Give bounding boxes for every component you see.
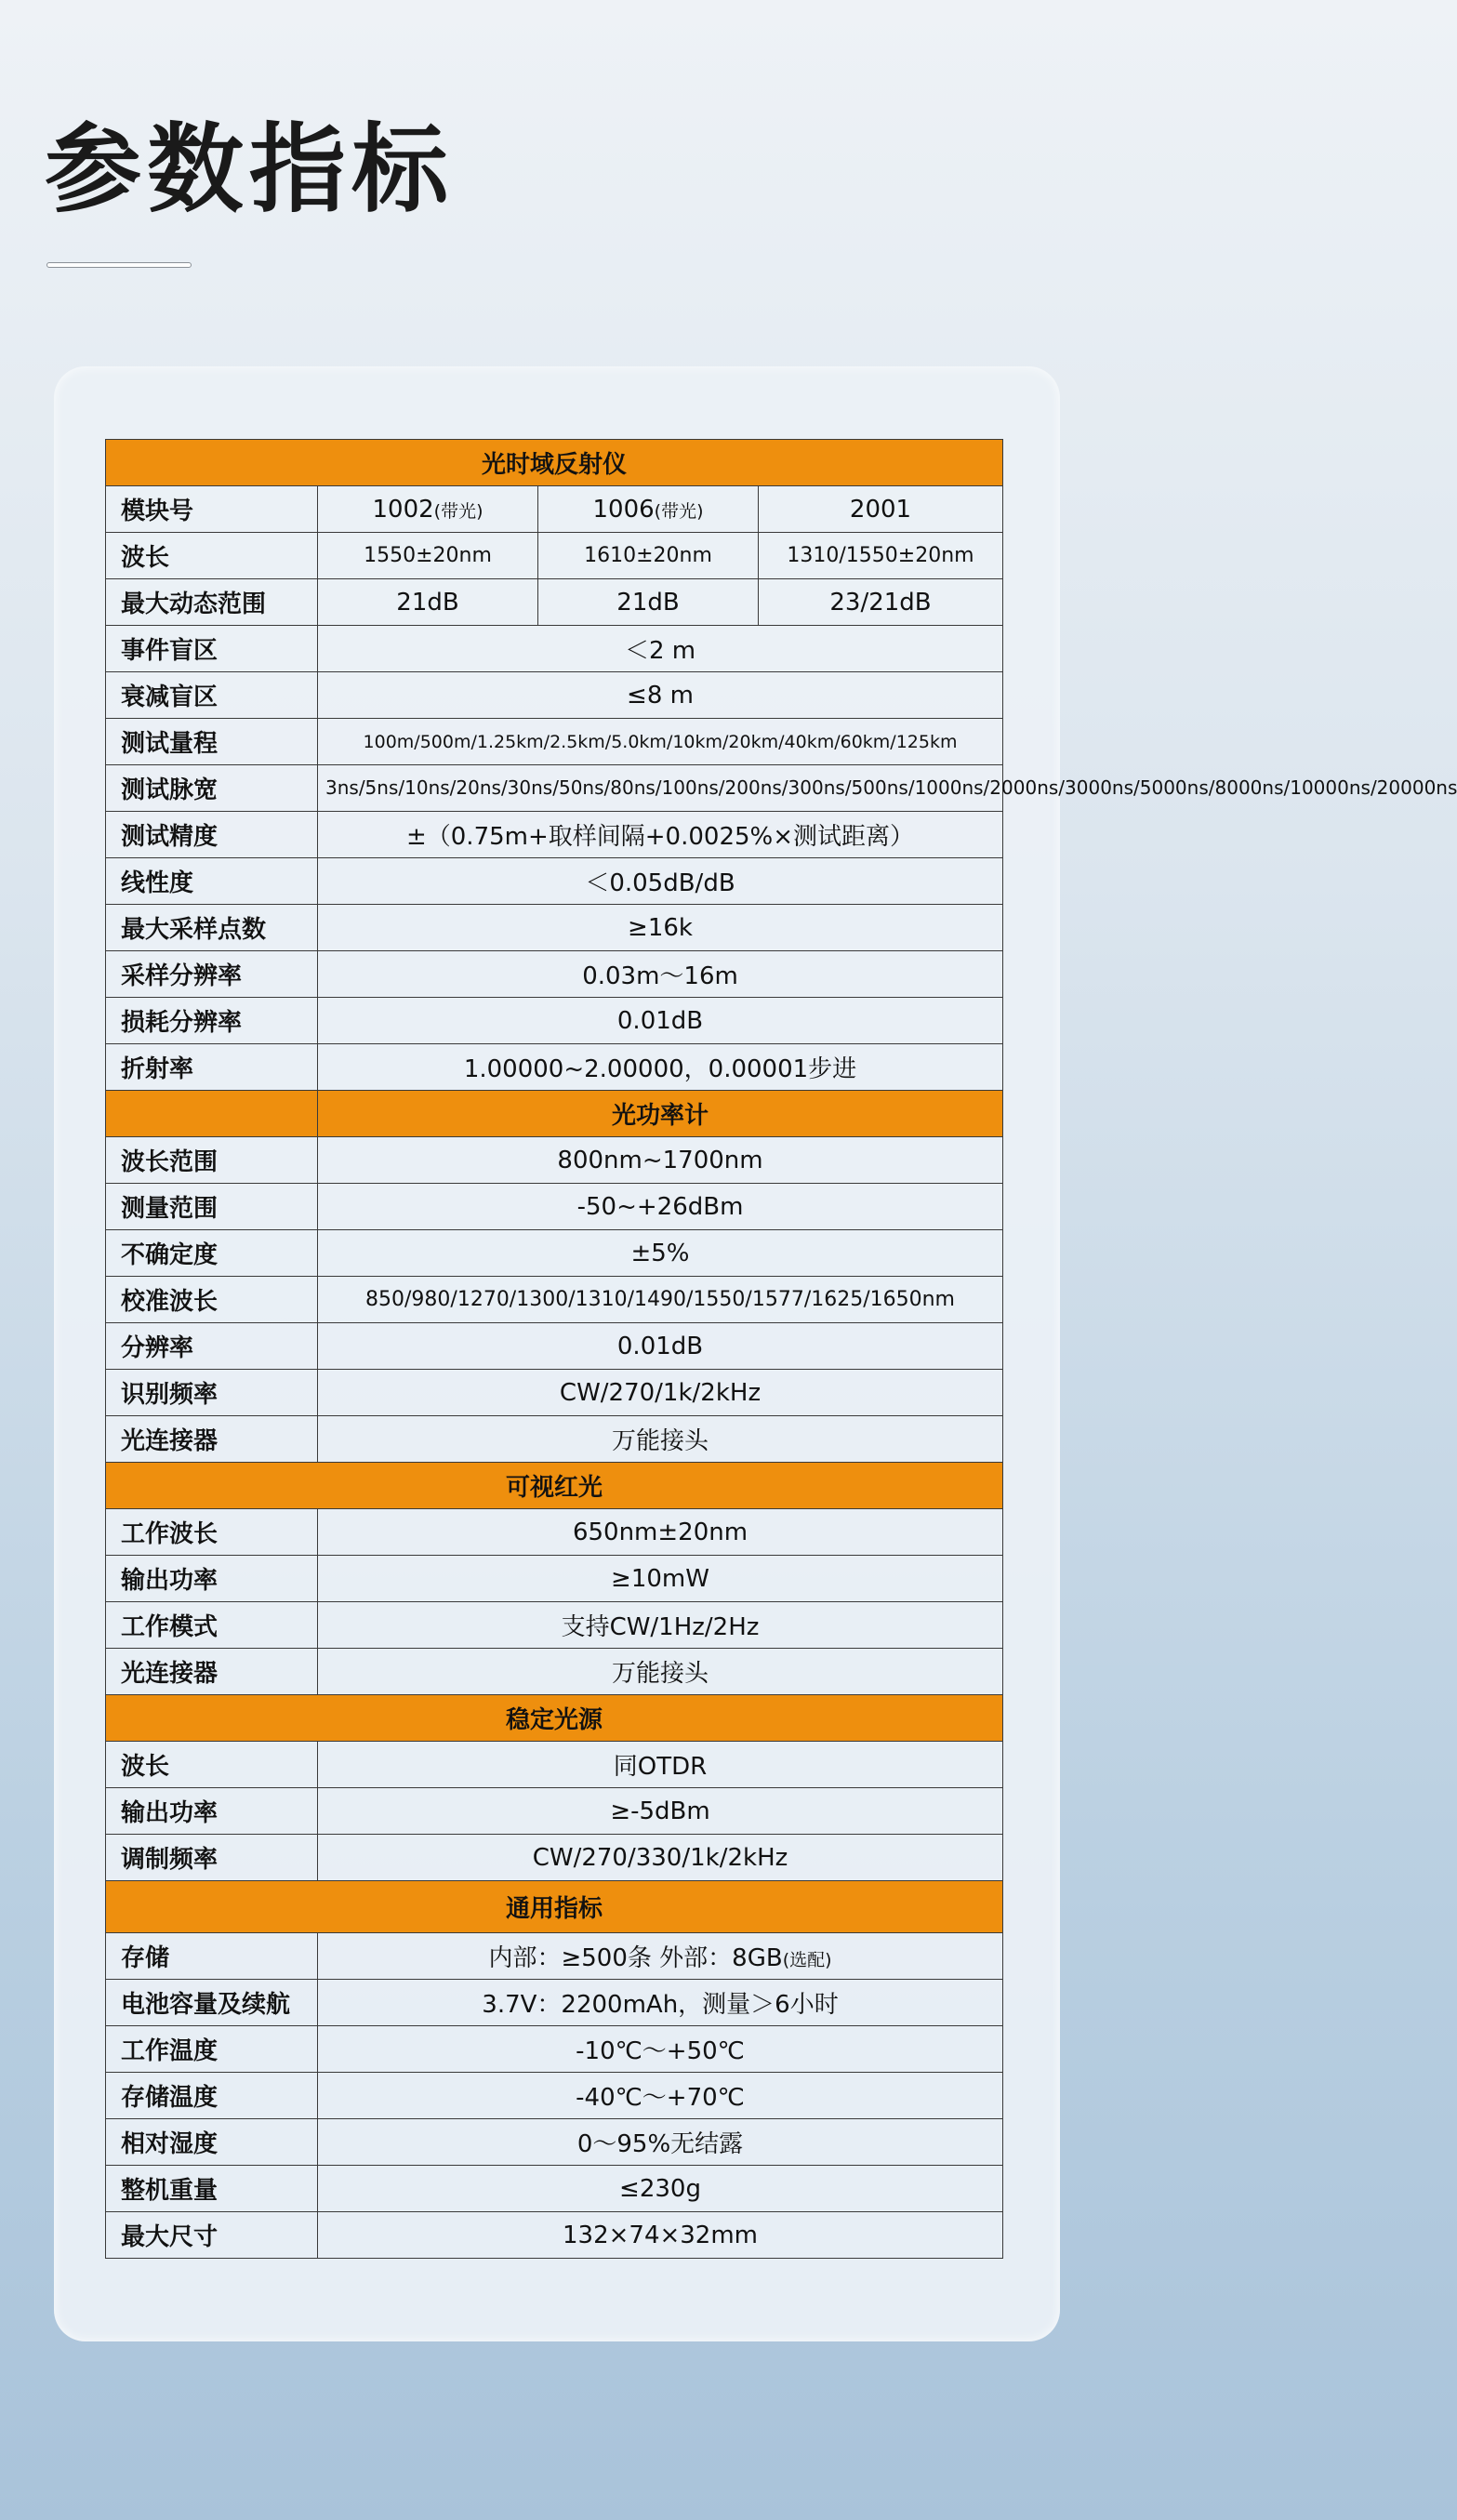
- row-label: 分辨率: [106, 1323, 318, 1370]
- table-row: [106, 1788, 1003, 1835]
- row-label: 相对湿度: [106, 2119, 318, 2166]
- row-label: 波长: [106, 1742, 318, 1788]
- table-row: [106, 1933, 1003, 1980]
- row-label: 存储: [106, 1933, 318, 1980]
- table-row: [106, 1416, 1003, 1463]
- module-cell: [318, 486, 538, 533]
- table-row: [106, 672, 1003, 719]
- row-value: 3ns/5ns/10ns/20ns/30ns/50ns/80ns/100ns/200ns/300ns/500ns/1000ns/2000ns/3000ns/5000ns/8000ns/10000ns/20000ns: [318, 765, 1003, 812]
- table-row: [106, 1044, 1003, 1091]
- table-row: [106, 579, 1003, 626]
- row-value: 同OTDR: [318, 1742, 1003, 1788]
- table-row: [106, 1370, 1003, 1416]
- row-value: ≥16k: [318, 905, 1003, 951]
- module-model: 1002: [372, 495, 434, 524]
- module-note: (带光): [433, 500, 483, 522]
- section-header-otdr: [106, 440, 1003, 486]
- row-value: ±（0.75m+取样间隔+0.0025%×测试距离）: [318, 812, 1003, 858]
- row-label: 折射率: [106, 1044, 318, 1091]
- row-value: 1.00000~2.00000，0.00001步进: [318, 1044, 1003, 1091]
- module-cell: [759, 486, 1003, 533]
- table-row: [106, 626, 1003, 672]
- table-row: [106, 1742, 1003, 1788]
- row-label: 识别频率: [106, 1370, 318, 1416]
- spec-table: [105, 439, 1457, 2259]
- row-value: 132×74×32mm: [318, 2212, 1003, 2259]
- section-title: 可视红光: [106, 1463, 1003, 1509]
- row-label: 校准波长: [106, 1277, 318, 1323]
- row-value: 800nm~1700nm: [318, 1137, 1003, 1184]
- table-row: [106, 1980, 1003, 2026]
- section-header-general: [106, 1881, 1003, 1933]
- row-value: -10℃～+50℃: [318, 2026, 1003, 2073]
- row-label: 测试精度: [106, 812, 318, 858]
- row-value: ≥10mW: [318, 1556, 1003, 1602]
- row-value: 支持CW/1Hz/2Hz: [318, 1602, 1003, 1649]
- row-label: 光连接器: [106, 1416, 318, 1463]
- row-label: 存储温度: [106, 2073, 318, 2119]
- row-value: -50~+26dBm: [318, 1184, 1003, 1230]
- row-label: 最大尺寸: [106, 2212, 318, 2259]
- row-value: ＜0.05dB/dB: [318, 858, 1003, 905]
- row-value: ≤8 m: [318, 672, 1003, 719]
- section-spacer: [106, 1091, 318, 1137]
- row-value: 23/21dB: [759, 579, 1003, 626]
- table-row: [106, 2119, 1003, 2166]
- row-value: 100m/500m/1.25km/2.5km/5.0km/10km/20km/40km/60km/125km: [318, 719, 1003, 765]
- table-row: [106, 858, 1003, 905]
- row-label: 波长范围: [106, 1137, 318, 1184]
- row-value: ±5%: [318, 1230, 1003, 1277]
- module-model: 1006: [592, 495, 655, 524]
- row-value: 0.01dB: [318, 998, 1003, 1044]
- table-row: [106, 1277, 1003, 1323]
- table-row: [106, 998, 1003, 1044]
- section-header-opm: [106, 1091, 1003, 1137]
- table-row: [106, 1649, 1003, 1695]
- storage-value: [318, 1933, 1003, 1980]
- row-value: 650nm±20nm: [318, 1509, 1003, 1556]
- row-value: CW/270/330/1k/2kHz: [318, 1835, 1003, 1881]
- storage-text: 内部：≥500条 外部：8GB: [488, 1944, 783, 1972]
- row-label: 损耗分辨率: [106, 998, 318, 1044]
- row-label: 采样分辨率: [106, 951, 318, 998]
- row-label: 线性度: [106, 858, 318, 905]
- row-value: 0～95%无结露: [318, 2119, 1003, 2166]
- row-value: ＜2 m: [318, 626, 1003, 672]
- table-row: [106, 2073, 1003, 2119]
- module-note: (带光): [654, 500, 704, 522]
- row-label: 测试量程: [106, 719, 318, 765]
- row-value: 0.01dB: [318, 1323, 1003, 1370]
- table-row: [106, 1323, 1003, 1370]
- row-value: CW/270/1k/2kHz: [318, 1370, 1003, 1416]
- row-label: 最大动态范围: [106, 579, 318, 626]
- row-value: ≤230g: [318, 2166, 1003, 2212]
- row-label: 测试脉宽: [106, 765, 318, 812]
- row-value: 1550±20nm: [318, 533, 538, 579]
- row-label: 工作模式: [106, 1602, 318, 1649]
- table-row: [106, 2212, 1003, 2259]
- section-header-vfl: [106, 1463, 1003, 1509]
- row-value: 21dB: [318, 579, 538, 626]
- section-title: 稳定光源: [106, 1695, 1003, 1742]
- row-value: 3.7V：2200mAh，测量＞6小时: [318, 1980, 1003, 2026]
- table-row: [106, 1137, 1003, 1184]
- row-label: 工作波长: [106, 1509, 318, 1556]
- row-value: 21dB: [538, 579, 759, 626]
- row-value: 1310/1550±20nm: [759, 533, 1003, 579]
- module-model: 2001: [849, 495, 912, 524]
- row-label: 衰减盲区: [106, 672, 318, 719]
- row-label: 模块号: [106, 486, 318, 533]
- row-label: 光连接器: [106, 1649, 318, 1695]
- row-label: 输出功率: [106, 1556, 318, 1602]
- row-value: 1610±20nm: [538, 533, 759, 579]
- row-label: 整机重量: [106, 2166, 318, 2212]
- table-row: [106, 905, 1003, 951]
- row-value: 万能接头: [318, 1649, 1003, 1695]
- table-row: [106, 1184, 1003, 1230]
- table-row: [106, 1835, 1003, 1881]
- row-label: 事件盲区: [106, 626, 318, 672]
- table-row: [106, 2026, 1003, 2073]
- table-row: [106, 951, 1003, 998]
- row-label: 输出功率: [106, 1788, 318, 1835]
- module-cell: [538, 486, 759, 533]
- table-row: [106, 1230, 1003, 1277]
- row-label: 工作温度: [106, 2026, 318, 2073]
- row-label: 波长: [106, 533, 318, 579]
- section-title: 光功率计: [318, 1091, 1003, 1137]
- row-label: 不确定度: [106, 1230, 318, 1277]
- title-underline: [46, 262, 192, 268]
- section-title: 通用指标: [106, 1881, 1003, 1933]
- row-value: 万能接头: [318, 1416, 1003, 1463]
- table-row: [106, 719, 1003, 765]
- row-value: 850/980/1270/1300/1310/1490/1550/1577/1625/1650nm: [318, 1277, 1003, 1323]
- section-header-source: [106, 1695, 1003, 1742]
- row-label: 测量范围: [106, 1184, 318, 1230]
- table-row: [106, 765, 1003, 812]
- row-value: 0.03m～16m: [318, 951, 1003, 998]
- table-row: [106, 533, 1003, 579]
- row-label: 最大采样点数: [106, 905, 318, 951]
- table-row: [106, 1602, 1003, 1649]
- table-row: [106, 1556, 1003, 1602]
- storage-note: (选配): [782, 1950, 832, 1970]
- section-title: 光时域反射仪: [106, 440, 1003, 486]
- table-row: [106, 1509, 1003, 1556]
- table-row: [106, 812, 1003, 858]
- row-value: -40℃～+70℃: [318, 2073, 1003, 2119]
- row-label: 电池容量及续航: [106, 1980, 318, 2026]
- table-row: [106, 486, 1003, 533]
- row-label: 调制频率: [106, 1835, 318, 1881]
- row-value: ≥-5dBm: [318, 1788, 1003, 1835]
- page-title: 参数指标: [45, 113, 455, 226]
- table-row: [106, 2166, 1003, 2212]
